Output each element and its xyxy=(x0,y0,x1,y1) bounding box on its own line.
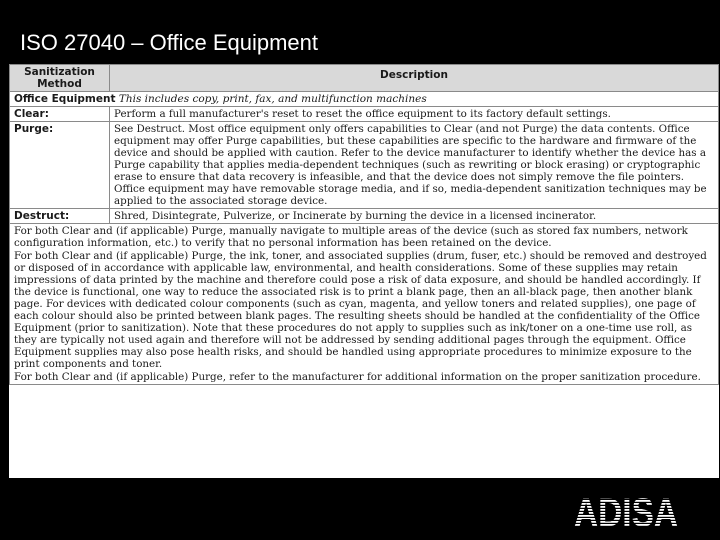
notes-cell xyxy=(10,224,719,385)
section-row xyxy=(10,92,719,107)
table-row xyxy=(10,209,719,224)
slide-title: ISO 27040 – Office Equipment xyxy=(20,30,318,55)
section-text: This includes copy, print, fax, and multifunction machines xyxy=(118,93,427,105)
notes-row xyxy=(10,224,719,385)
table-row xyxy=(10,107,719,122)
note-paragraph: For both Clear and (if applicable) Purge, manually navigate to multiple areas of the device (such as stored fax numbers, network configuration information, etc.) to verify that no personal information has been retained on the device. xyxy=(14,225,688,249)
section-cell xyxy=(10,92,719,107)
header-description: Description xyxy=(110,65,719,92)
note-paragraph: For both Clear and (if applicable) Purge, the ink, toner, and associated supplies (drum, fuser, etc.) should be removed and destroyed or disposed of in accordance with applicable law, environmental, and health considerations. Some of these supplies may retain impressions of data printed by the machine and therefore could pose a risk of data exposure, and should be handled accordingly. If the device is functional, one way to reduce the associated risk is to print a blank page, then an all-black page, then another blank page. For devices with dedicated colour components (such as cyan, magenta, and yellow toners and related supplies), one page of each colour should also be printed between blank pages. The resulting sheets should be handled at the confidentiality of the Office Equipment (prior to sanitization). Note that these procedures do not apply to supplies such as ink/toner on a one-time use roll, as they are typically not used again and therefore will not be addressed by sending additional pages through the equipment. Office Equipment supplies may also pose health risks, and should be handled using appropriate procedures to minimize exposure to the print components and toner. xyxy=(14,250,707,370)
description-destruct: Shred, Disintegrate, Pulverize, or Incinerate by burning the device in a licensed incinerator. xyxy=(110,209,719,224)
description-purge: See Destruct. Most office equipment only offers capabilities to Clear (and not Purge) the data contents. Office equipment may offer Purge capabilities, but these capabilities are specific to the hardware and firmware of the device and should be applied with caution. Refer to the device manufacturer to identify whether the device has a Purge capability that applies media-dependent techniques (such as rewriting or block erasing) or cryptographic erase to ensure that data recovery is infeasible, and that the device does not simply remove the file pointers. Office equipment may have removable storage media, and if so, media-dependent sanitization techniques may be applied to the associated storage device. xyxy=(110,122,719,209)
note-paragraph: For both Clear and (if applicable) Purge, refer to the manufacturer for additional information on the proper sanitization procedure. xyxy=(14,371,701,383)
sanitization-table-image xyxy=(9,64,719,478)
section-label: Office Equipment xyxy=(14,93,116,105)
header-sanitization-method: Sanitization Method xyxy=(10,65,110,92)
sanitization-table xyxy=(9,64,719,385)
table-header-row xyxy=(10,65,719,92)
adisa-logo xyxy=(572,488,680,535)
method-destruct: Destruct: xyxy=(10,209,110,224)
description-clear: Perform a full manufacturer's reset to reset the office equipment to its factory default settings. xyxy=(110,107,719,122)
adisa-logo-text: ADISA xyxy=(574,491,678,535)
method-clear: Clear: xyxy=(10,107,110,122)
method-purge: Purge: xyxy=(10,122,110,209)
table-row xyxy=(10,122,719,209)
